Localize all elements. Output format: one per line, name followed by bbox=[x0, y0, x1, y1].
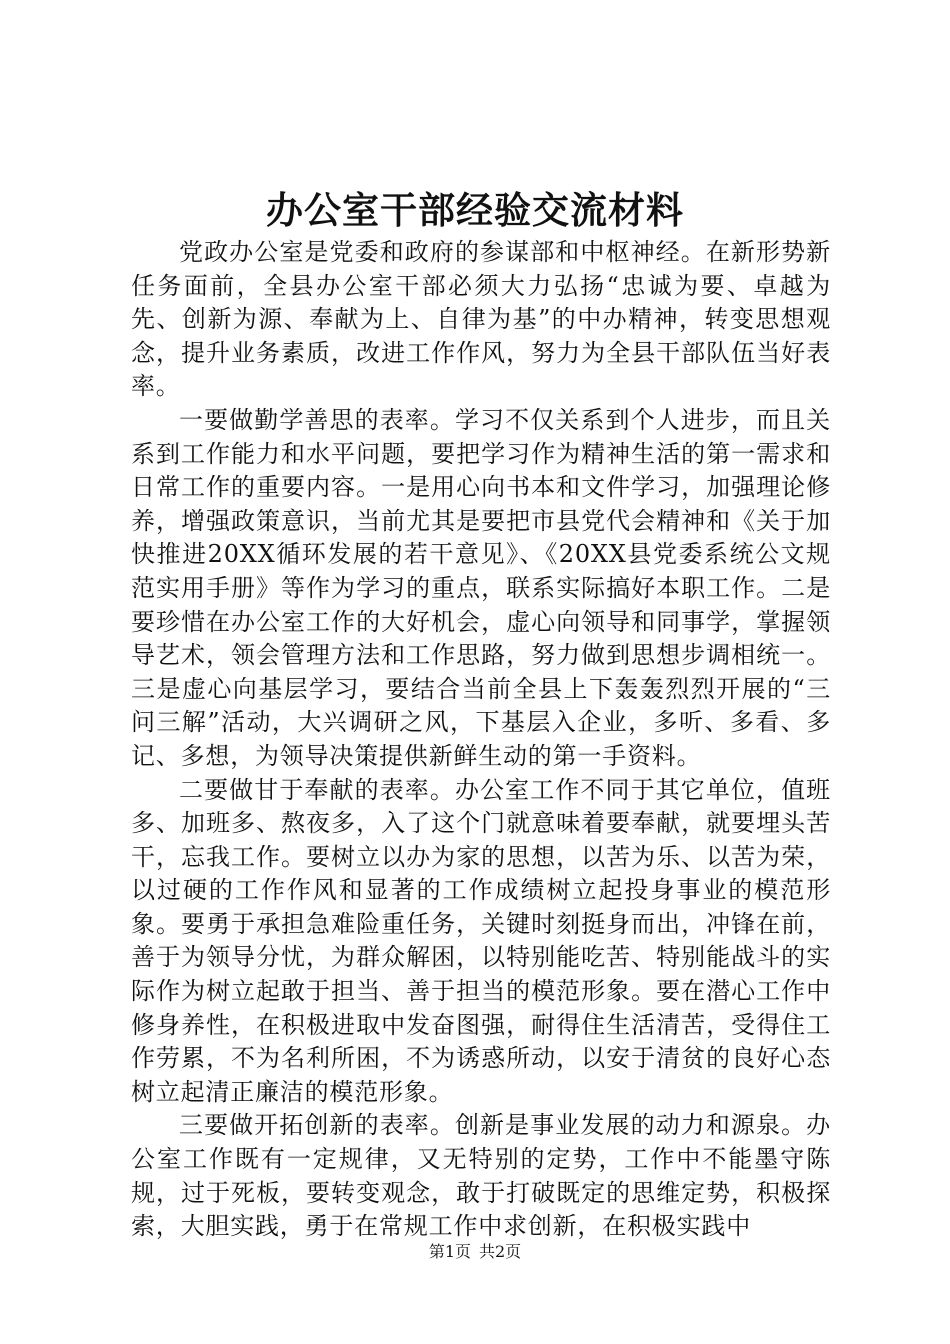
paragraph-intro: 党政办公室是党委和政府的参谋部和中枢神经。在新形势新任务面前，全县办公室干部必须大力弘扬“忠诚为要、卓越为先、创新为源、奉献为上、自律为基”的中办精神，转变思想观念，提升业务素质，改进工作作风，努力为全县干部队伍当好表率。 bbox=[131, 238, 831, 401]
paragraph-study: 一要做勤学善思的表率。学习不仅关系到个人进步，而且关系到工作能力和水平问题，要把学习作为精神生活的第一需求和日常工作的重要内容。一是用心向书本和文件学习，加强理论修养，增强政策意识，当前尤其是要把市县党代会精神和《关于加快推进20XX循环发展的若干意见》、《20XX县党委系统公文规范实用手册》等作为学习的重点，联系实际搞好本职工作。二是要珍惜在办公室工作的大好机会，虚心向领导和同事学，掌握领导艺术，领会管理方法和工作思路，努力做到思想步调相统一。三是虚心向基层学习，要结合当前全县上下轰轰烈烈开展的“三问三解”活动，大兴调研之风，下基层入企业，多听、多看、多记、多想，为领导决策提供新鲜生动的第一手资料。 bbox=[131, 405, 831, 770]
paragraph-innovation: 三要做开拓创新的表率。创新是事业发展的动力和源泉。办公室工作既有一定规律，又无特别的定势，工作中不能墨守陈规，过于死板，要转变观念，敢于打破既定的思维定势，积极探索，大胆实践，勇于在常规工作中求创新，在积极实践中 bbox=[131, 1111, 831, 1241]
paragraph-dedication: 二要做甘于奉献的表率。办公室工作不同于其它单位，值班多、加班多、熬夜多，入了这个门就意味着要奉献，就要埋头苦干，忘我工作。要树立以办为家的思想，以苦为乐、以苦为荣，以过硬的工作作风和显著的工作成绩树立起投身事业的模范形象。要勇于承担急难险重任务，关键时刻挺身而出，冲锋在前，善于为领导分忧，为群众解困，以特别能吃苦、特别能战斗的实际作为树立起敢于担当、善于担当的模范形象。要在潜心工作中修身养性，在积极进取中发奋图强，耐得住生活清苦，受得住工作劳累，不为名利所困，不为诱惑所动，以安于清贫的良好心态树立起清正廉洁的模范形象。 bbox=[131, 775, 831, 1106]
page-footer bbox=[0, 1242, 950, 1262]
document-body bbox=[131, 236, 831, 1244]
page-number-current: 第1页 bbox=[428, 1242, 471, 1261]
page-number-total: 共2页 bbox=[479, 1242, 522, 1261]
document-title: 办公室干部经验交流材料 bbox=[266, 188, 684, 232]
